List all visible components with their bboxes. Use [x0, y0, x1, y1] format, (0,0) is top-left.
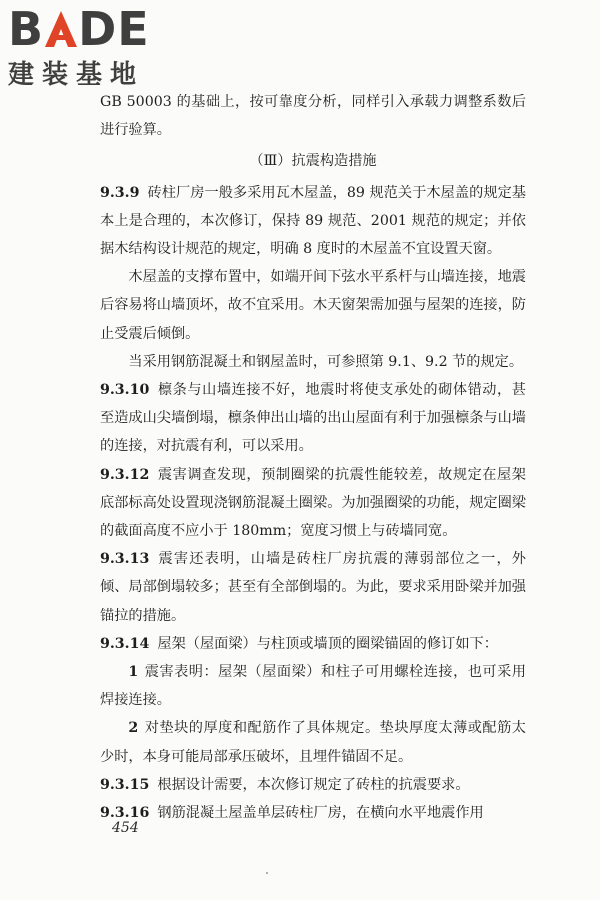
clause-paragraph: [100, 461, 526, 546]
section-heading: （Ⅲ）抗震构造措施: [249, 153, 377, 170]
logo-letter-b: B: [8, 2, 45, 56]
sub-item-number: 1: [128, 664, 139, 681]
clause-number: 9.3.9: [100, 184, 140, 201]
paragraph-text: 对垫块的厚度和配筋作了具体规定。垫块厚度太薄或配筋太少时，本身可能局部承压破坏，且埋件锚固不足。: [100, 720, 526, 765]
logo-subtitle: 建装基地: [8, 60, 145, 90]
paragraph-text: 根据设计需要，本次修订规定了砖柱的抗震要求。: [157, 776, 470, 793]
clause-paragraph: [100, 179, 526, 264]
logo-letters-de: DE: [78, 2, 150, 56]
clause-number: 9.3.13: [100, 551, 150, 568]
logo-letter-a: [44, 6, 78, 44]
scan-dot: [266, 872, 268, 874]
paragraph-text: 檩条与山墙连接不好，地震时将使支承处的砌体错动，甚至造成山尖墙倒塌，檩条伸出山墙的出山屋面有利于加强檩条与山墙的连接，对抗震有利，可以采用。: [100, 382, 526, 455]
clause-number: 9.3.14: [100, 635, 150, 652]
logo-wordmark: [8, 4, 178, 54]
paragraph-text: 屋架（屋面梁）与柱顶或墙顶的圈梁锚固的修订如下：: [157, 635, 498, 652]
paragraph-text: 震害调查发现，预制圈梁的抗震性能较差，故规定在屋架底部标高处设置现浇钢筋混凝土圈梁。为加强圈梁的功能，规定圈梁的截面高度不应小于 180mm；宽度习惯上与砖墙同宽。: [100, 466, 526, 540]
clause-paragraph: [100, 799, 526, 827]
sub-item-paragraph: [100, 714, 526, 770]
document-body: [100, 88, 526, 827]
clause-paragraph: [100, 630, 526, 658]
clause-number: 9.3.15: [100, 776, 150, 793]
paragraph-text: 震害表明：屋架（屋面梁）和柱子可用螺栓连接，也可采用焊接连接。: [100, 664, 526, 709]
clause-paragraph: [100, 771, 526, 799]
clause-paragraph: [100, 376, 526, 461]
paragraph-text: 砖柱厂房一般多采用瓦木屋盖，89 规范关于木屋盖的规定基本上是合理的，本次修订，保持 89 规范、2001 规范的规定；并依据木结构设计规范的规定，明确 8 度时的木屋盖不宜设置天窗。: [100, 184, 526, 258]
clause-number: 9.3.10: [100, 382, 150, 399]
paragraph-text: 震害还表明，山墙是砖柱厂房抗震的薄弱部位之一，外倾、局部倒塌较多；甚至有全部倒塌的。为此，要求采用卧梁并加强锚拉的措施。: [100, 551, 526, 624]
sub-item-paragraph: [100, 658, 526, 714]
paragraph-text: 钢筋混凝土屋盖单层砖柱厂房，在横向水平地震作用: [157, 805, 484, 822]
clause-paragraph: [100, 545, 526, 630]
page-number: 454: [112, 820, 139, 836]
sub-item-number: 2: [128, 720, 139, 737]
clause-number: 9.3.16: [100, 805, 150, 822]
body-paragraph: 木屋盖的支撑布置中，如端开间下弦水平系杆与山墙连接，地震后容易将山墙顶坏，故不宜采用。木天窗架需加强与屋架的连接，防止受震后倾倒。: [100, 269, 526, 342]
watermark-logo: [8, 4, 178, 94]
body-paragraph: 当采用钢筋混凝土和钢屋盖时，可参照第 9.1、9.2 节的规定。: [128, 353, 524, 370]
clause-number: 9.3.12: [100, 466, 150, 483]
logo-a-icon: [44, 9, 78, 47]
body-paragraph: GB 50003 的基础上，按可靠度分析，同样引入承载力调整系数后进行验算。: [100, 94, 526, 139]
